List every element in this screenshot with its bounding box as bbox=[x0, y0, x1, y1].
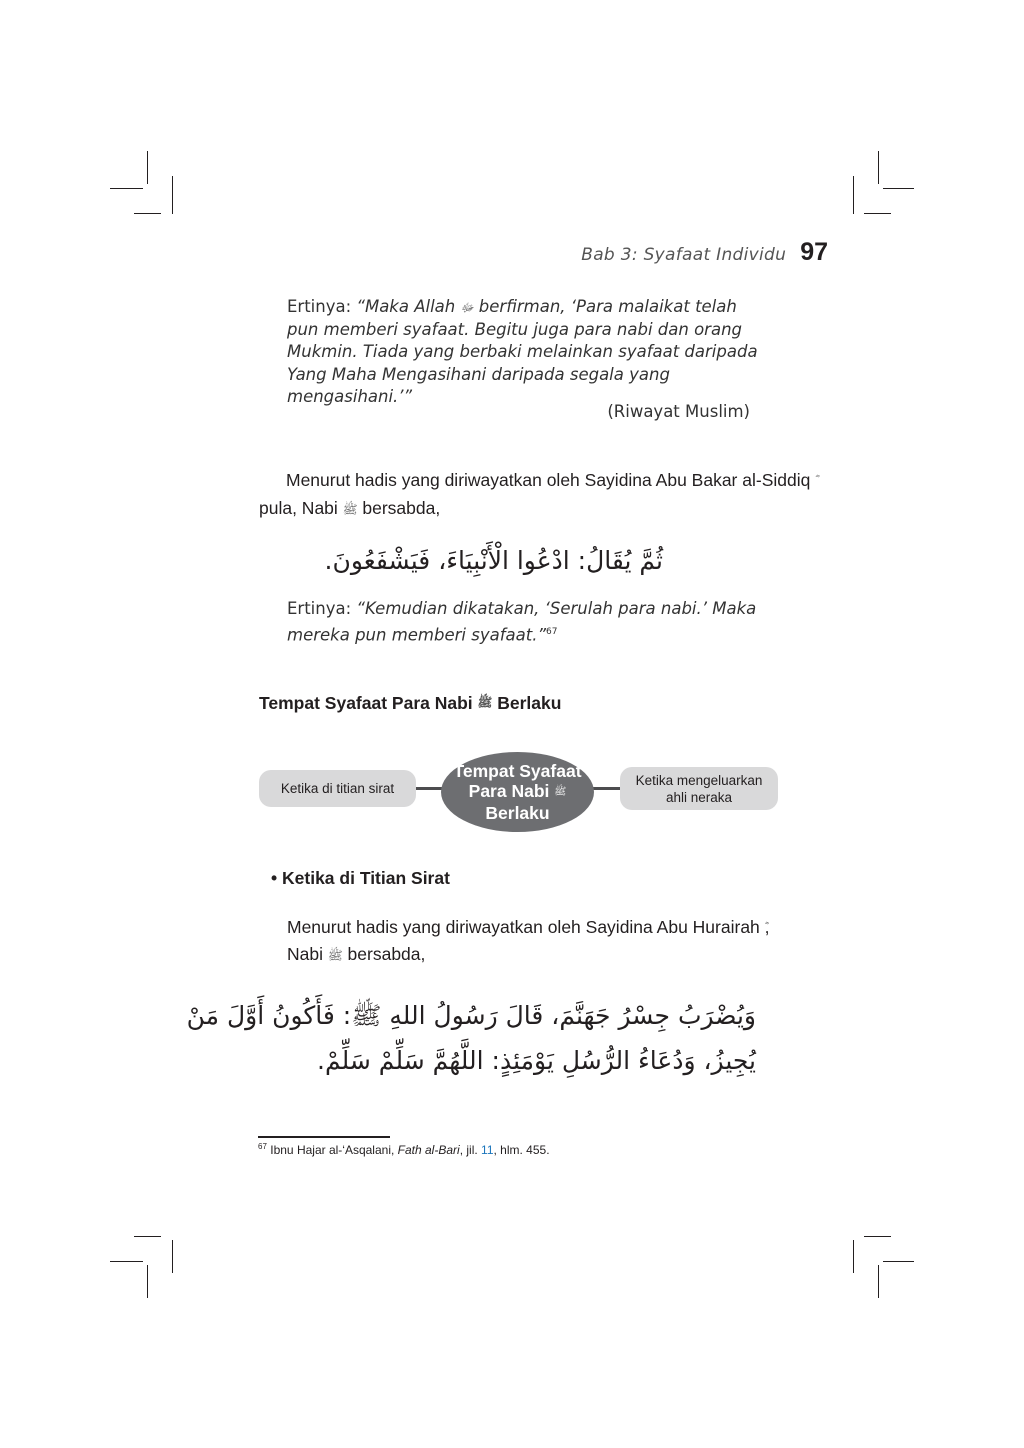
translation-quote-1 bbox=[287, 296, 765, 409]
crop-mark bbox=[864, 1236, 891, 1237]
footnote-text: , hlm. 455. bbox=[493, 1143, 550, 1157]
crop-mark bbox=[878, 151, 879, 184]
crop-mark bbox=[878, 1265, 879, 1298]
arabic-text-2-line-2: يُجِيزُ، وَدُعَاءُ الرُّسُلِ يَوْمَئِذٍ: اللَّهُمَّ سَلِّمْ سَلِّمْ. bbox=[317, 1046, 756, 1075]
footnote-volume: 11 bbox=[481, 1143, 494, 1157]
crop-mark bbox=[864, 213, 891, 214]
crop-mark bbox=[853, 176, 854, 214]
connector-line bbox=[590, 787, 624, 790]
quote-source: (Riwayat Muslim) bbox=[607, 402, 750, 421]
crop-mark bbox=[853, 1240, 854, 1273]
paragraph-1-line-1 bbox=[286, 466, 815, 495]
center-node-line: Berlaku bbox=[485, 802, 550, 823]
crop-mark bbox=[147, 1265, 148, 1298]
bullet-heading-text: Ketika di Titian Sirat bbox=[282, 868, 450, 888]
center-node bbox=[441, 752, 594, 832]
paragraph-text: bersabda, bbox=[342, 944, 426, 964]
quote-prefix: Ertinya: bbox=[287, 599, 357, 618]
chapter-title: Bab 3: Syafaat Individu bbox=[581, 245, 787, 265]
footnote-title: Fath al-Bari bbox=[397, 1143, 460, 1157]
heading-text: Berlaku bbox=[492, 693, 562, 713]
quote-prefix: Ertinya: bbox=[287, 297, 357, 316]
bullet-heading bbox=[271, 868, 450, 889]
honorific-glyph: ﷺ bbox=[477, 695, 493, 710]
honorific-glyph: ﷻ bbox=[460, 300, 474, 315]
arabic-text-1: ثُمَّ يُقَالُ: ادْعُوا الْأَنْبِيَاءَ، فَيَشْفَعُونَ. bbox=[324, 546, 663, 575]
running-header bbox=[581, 238, 828, 267]
footnote-rule bbox=[258, 1136, 390, 1138]
page-number: 97 bbox=[800, 238, 828, 266]
center-node-line: Tempat Syafaat bbox=[453, 761, 582, 782]
crop-mark bbox=[110, 1261, 143, 1262]
section-heading bbox=[259, 693, 561, 714]
crop-mark bbox=[172, 176, 173, 214]
heading-text: Tempat Syafaat Para Nabi bbox=[259, 693, 473, 713]
quote-text: “Maka Allah bbox=[356, 297, 456, 316]
arabic-text-2-line-1: وَيُضْرَبُ جِسْرُ جَهَنَّمَ، قَالَ رَسُولُ اللهِ ﷺ: فَأَكُونُ أَوَّلَ مَنْ bbox=[186, 1001, 756, 1030]
crop-mark bbox=[110, 188, 143, 189]
center-node-line bbox=[453, 781, 581, 802]
left-node: Ketika di titian sirat bbox=[259, 770, 416, 807]
crop-mark bbox=[172, 1240, 173, 1273]
honorific-glyph: ﷺ bbox=[327, 948, 343, 963]
footnote bbox=[258, 1142, 550, 1157]
crop-mark bbox=[134, 1236, 161, 1237]
paragraph-text: Menurut hadis yang diriwayatkan oleh Sayidina Abu Hurairah bbox=[287, 917, 760, 937]
footnote-reference: 67 bbox=[546, 626, 558, 637]
paragraph-text: bersabda, bbox=[357, 498, 441, 518]
crop-mark bbox=[883, 188, 914, 189]
quote-text-continued: berfirman, ‘Para malaikat telah pun memberi syafaat. Begitu juga para nabi dan orang Mukmin. Tiada yang berbaki melainkan syafaat daripada Yang Maha Mengasihani daripada segala yang mengasihani.’” bbox=[287, 297, 758, 407]
translation-quote-2 bbox=[287, 598, 765, 647]
paragraph-2-line-1: Menurut hadis yang diriwayatkan oleh Sayidina Abu Hurairah , bbox=[287, 917, 770, 937]
paragraph-text: Nabi bbox=[287, 944, 323, 964]
paragraph-2-line-2 bbox=[287, 940, 425, 969]
right-node: Ketika mengeluarkan ahli neraka bbox=[620, 767, 778, 810]
crop-mark bbox=[883, 1261, 914, 1262]
footnote-text: , jil. bbox=[459, 1143, 482, 1157]
paragraph-text: Menurut hadis yang diriwayatkan oleh Sayidina Abu Bakar al-Siddiq bbox=[286, 470, 811, 490]
footnote-author: Ibnu Hajar al-‘Asqalani, bbox=[270, 1143, 398, 1157]
honorific-glyph: ﷺ bbox=[554, 786, 567, 798]
quote-text: “Kemudian dikatakan, ‘Serulah para nabi.’ Maka mereka pun memberi syafaat.” bbox=[287, 599, 757, 644]
honorific-glyph: ﷺ bbox=[342, 502, 358, 517]
bullet-icon: • bbox=[271, 868, 278, 888]
paragraph-text: pula, Nabi bbox=[259, 498, 338, 518]
crop-mark bbox=[147, 151, 148, 184]
center-node-text: Para Nabi bbox=[468, 781, 550, 802]
crop-mark bbox=[134, 213, 161, 214]
footnote-number: 67 bbox=[258, 1142, 267, 1151]
paragraph-1-line-2 bbox=[259, 494, 440, 523]
